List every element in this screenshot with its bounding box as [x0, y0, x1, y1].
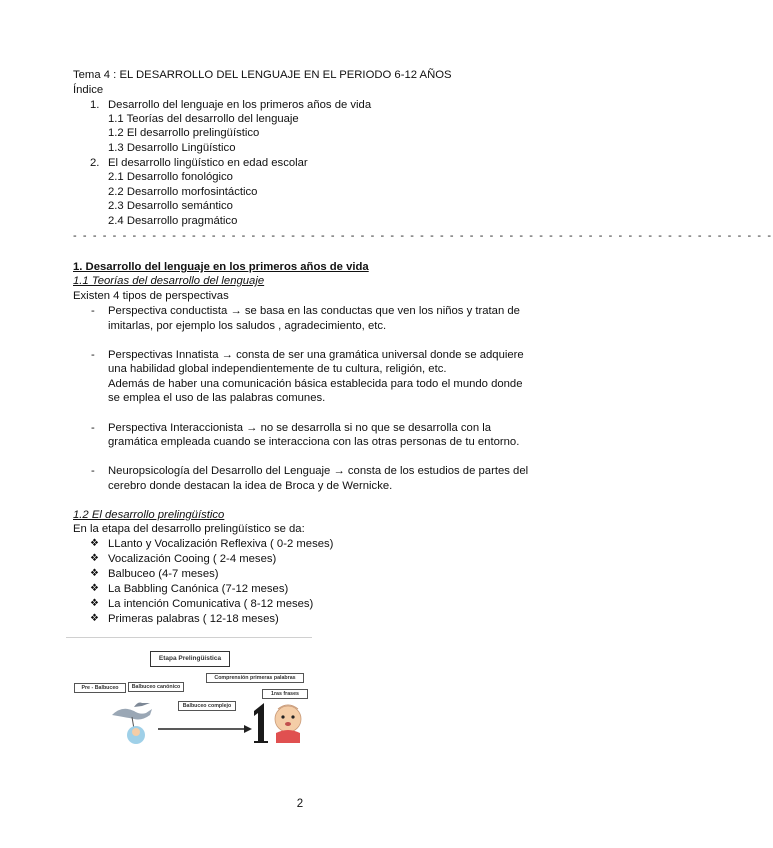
bullet-text: imitarlas, por ejemplo los saludos , agradecimiento, etc.: [108, 320, 387, 332]
bullet-marker: -: [91, 422, 95, 434]
bullet-marker: -: [91, 349, 95, 361]
bullet-text: Además de haber una comunicación básica establecida para todo el mundo donde: [108, 378, 523, 390]
diamond-bullet-icon: ❖: [90, 568, 99, 579]
number-one-icon: [254, 703, 268, 743]
subsection-heading-prelinguistic: 1.2 El desarrollo prelingüístico: [73, 509, 225, 521]
progress-arrow: [158, 725, 252, 733]
diamond-bullet-icon: ❖: [90, 553, 99, 564]
index-subitem: 1.2 El desarrollo prelingüístico: [108, 127, 260, 139]
box-balbuceo-canonico: Balbuceo canónico: [128, 682, 184, 692]
prelinguistic-stage-diagram: [66, 637, 312, 747]
bullet-marker: -: [91, 305, 95, 317]
diamond-bullet-icon: ❖: [90, 598, 99, 609]
index-subitem: 2.2 Desarrollo morfosintáctico: [108, 186, 258, 198]
dashed-separator: - - - - - - - - - - - - - - - - - - - - - - - - - - - - - - - - - - - - - - - - - - - - - - - - - - - - - - - - - - - - - - - - - - - - - - -: [73, 230, 773, 242]
bullet-marker: -: [91, 465, 95, 477]
index-subitem: 1.1 Teorías del desarrollo del lenguaje: [108, 113, 299, 125]
baby-icon: [275, 705, 301, 743]
diamond-bullet-icon: ❖: [90, 613, 99, 624]
stork-icon: [112, 703, 152, 745]
bullet-text: una habilidad global independientemente de tu cultura, religión, etc.: [108, 363, 447, 375]
index-subitem: 2.4 Desarrollo pragmático: [108, 215, 238, 227]
box-primeras-frases: 1ras frases: [262, 689, 308, 699]
stage-item: LLanto y Vocalización Reflexiva ( 0-2 meses): [108, 538, 334, 550]
diamond-bullet-icon: ❖: [90, 583, 99, 594]
index-subitem: 2.3 Desarrollo semántico: [108, 200, 233, 212]
section-heading: 1. Desarrollo del lenguaje en los primeros años de vida: [73, 261, 369, 273]
box-pre-balbuceo: Pre - Balbuceo: [74, 683, 126, 693]
diagram-title-box: Etapa Prelingüística: [150, 651, 230, 667]
bullet-text: gramática empleada cuando se interacciona con las otras personas de tu entorno.: [108, 436, 520, 448]
stage-item: Balbuceo (4-7 meses): [108, 568, 219, 580]
index-subitem: 2.1 Desarrollo fonológico: [108, 171, 233, 183]
prelinguistic-intro: En la etapa del desarrollo prelingüístico se da:: [73, 523, 305, 535]
stage-item: Vocalización Cooing ( 2-4 meses): [108, 553, 277, 565]
bullet-text: Neuropsicología del Desarrollo del Lenguaje → consta de los estudios de partes del: [108, 465, 529, 477]
document-title: Tema 4 : EL DESARROLLO DEL LENGUAJE EN EL PERIODO 6-12 AÑOS: [73, 69, 452, 81]
bullet-text: cerebro donde destacan la idea de Broca y de Wernicke.: [108, 480, 393, 492]
stage-item: La intención Comunicativa ( 8-12 meses): [108, 598, 314, 610]
diagram-illustrations: [66, 637, 312, 747]
bullet-text: Perspectivas Innatista → consta de ser una gramática universal donde se adquiere: [108, 349, 524, 361]
box-balbuceo-complejo: Balbuceo complejo: [178, 701, 236, 711]
theories-intro: Existen 4 tipos de perspectivas: [73, 290, 229, 302]
index-item-number: 2.: [90, 157, 100, 169]
index-subitem: 1.3 Desarrollo Lingüístico: [108, 142, 236, 154]
stage-item: Primeras palabras ( 12-18 meses): [108, 613, 279, 625]
index-heading: Índice: [73, 84, 104, 96]
index-item-number: 1.: [90, 99, 100, 111]
bullet-text: Perspectiva Interaccionista → no se desarrolla si no que se desarrolla con la: [108, 422, 492, 434]
subsection-heading-theories: 1.1 Teorías del desarrollo del lenguaje: [73, 275, 265, 287]
page-number: 2: [296, 798, 304, 810]
box-comprension-primeras-palabras: Comprensión primeras palabras: [206, 673, 304, 683]
diamond-bullet-icon: ❖: [90, 538, 99, 549]
bullet-text: Perspectiva conductista → se basa en las conductas que ven los niños y tratan de: [108, 305, 520, 317]
stage-item: La Babbling Canónica (7-12 meses): [108, 583, 289, 595]
index-item-1: Desarrollo del lenguaje en los primeros años de vida: [108, 99, 372, 111]
index-item-2: El desarrollo lingüístico en edad escolar: [108, 157, 308, 169]
bullet-text: se emplea el uso de las palabras comunes.: [108, 392, 326, 404]
